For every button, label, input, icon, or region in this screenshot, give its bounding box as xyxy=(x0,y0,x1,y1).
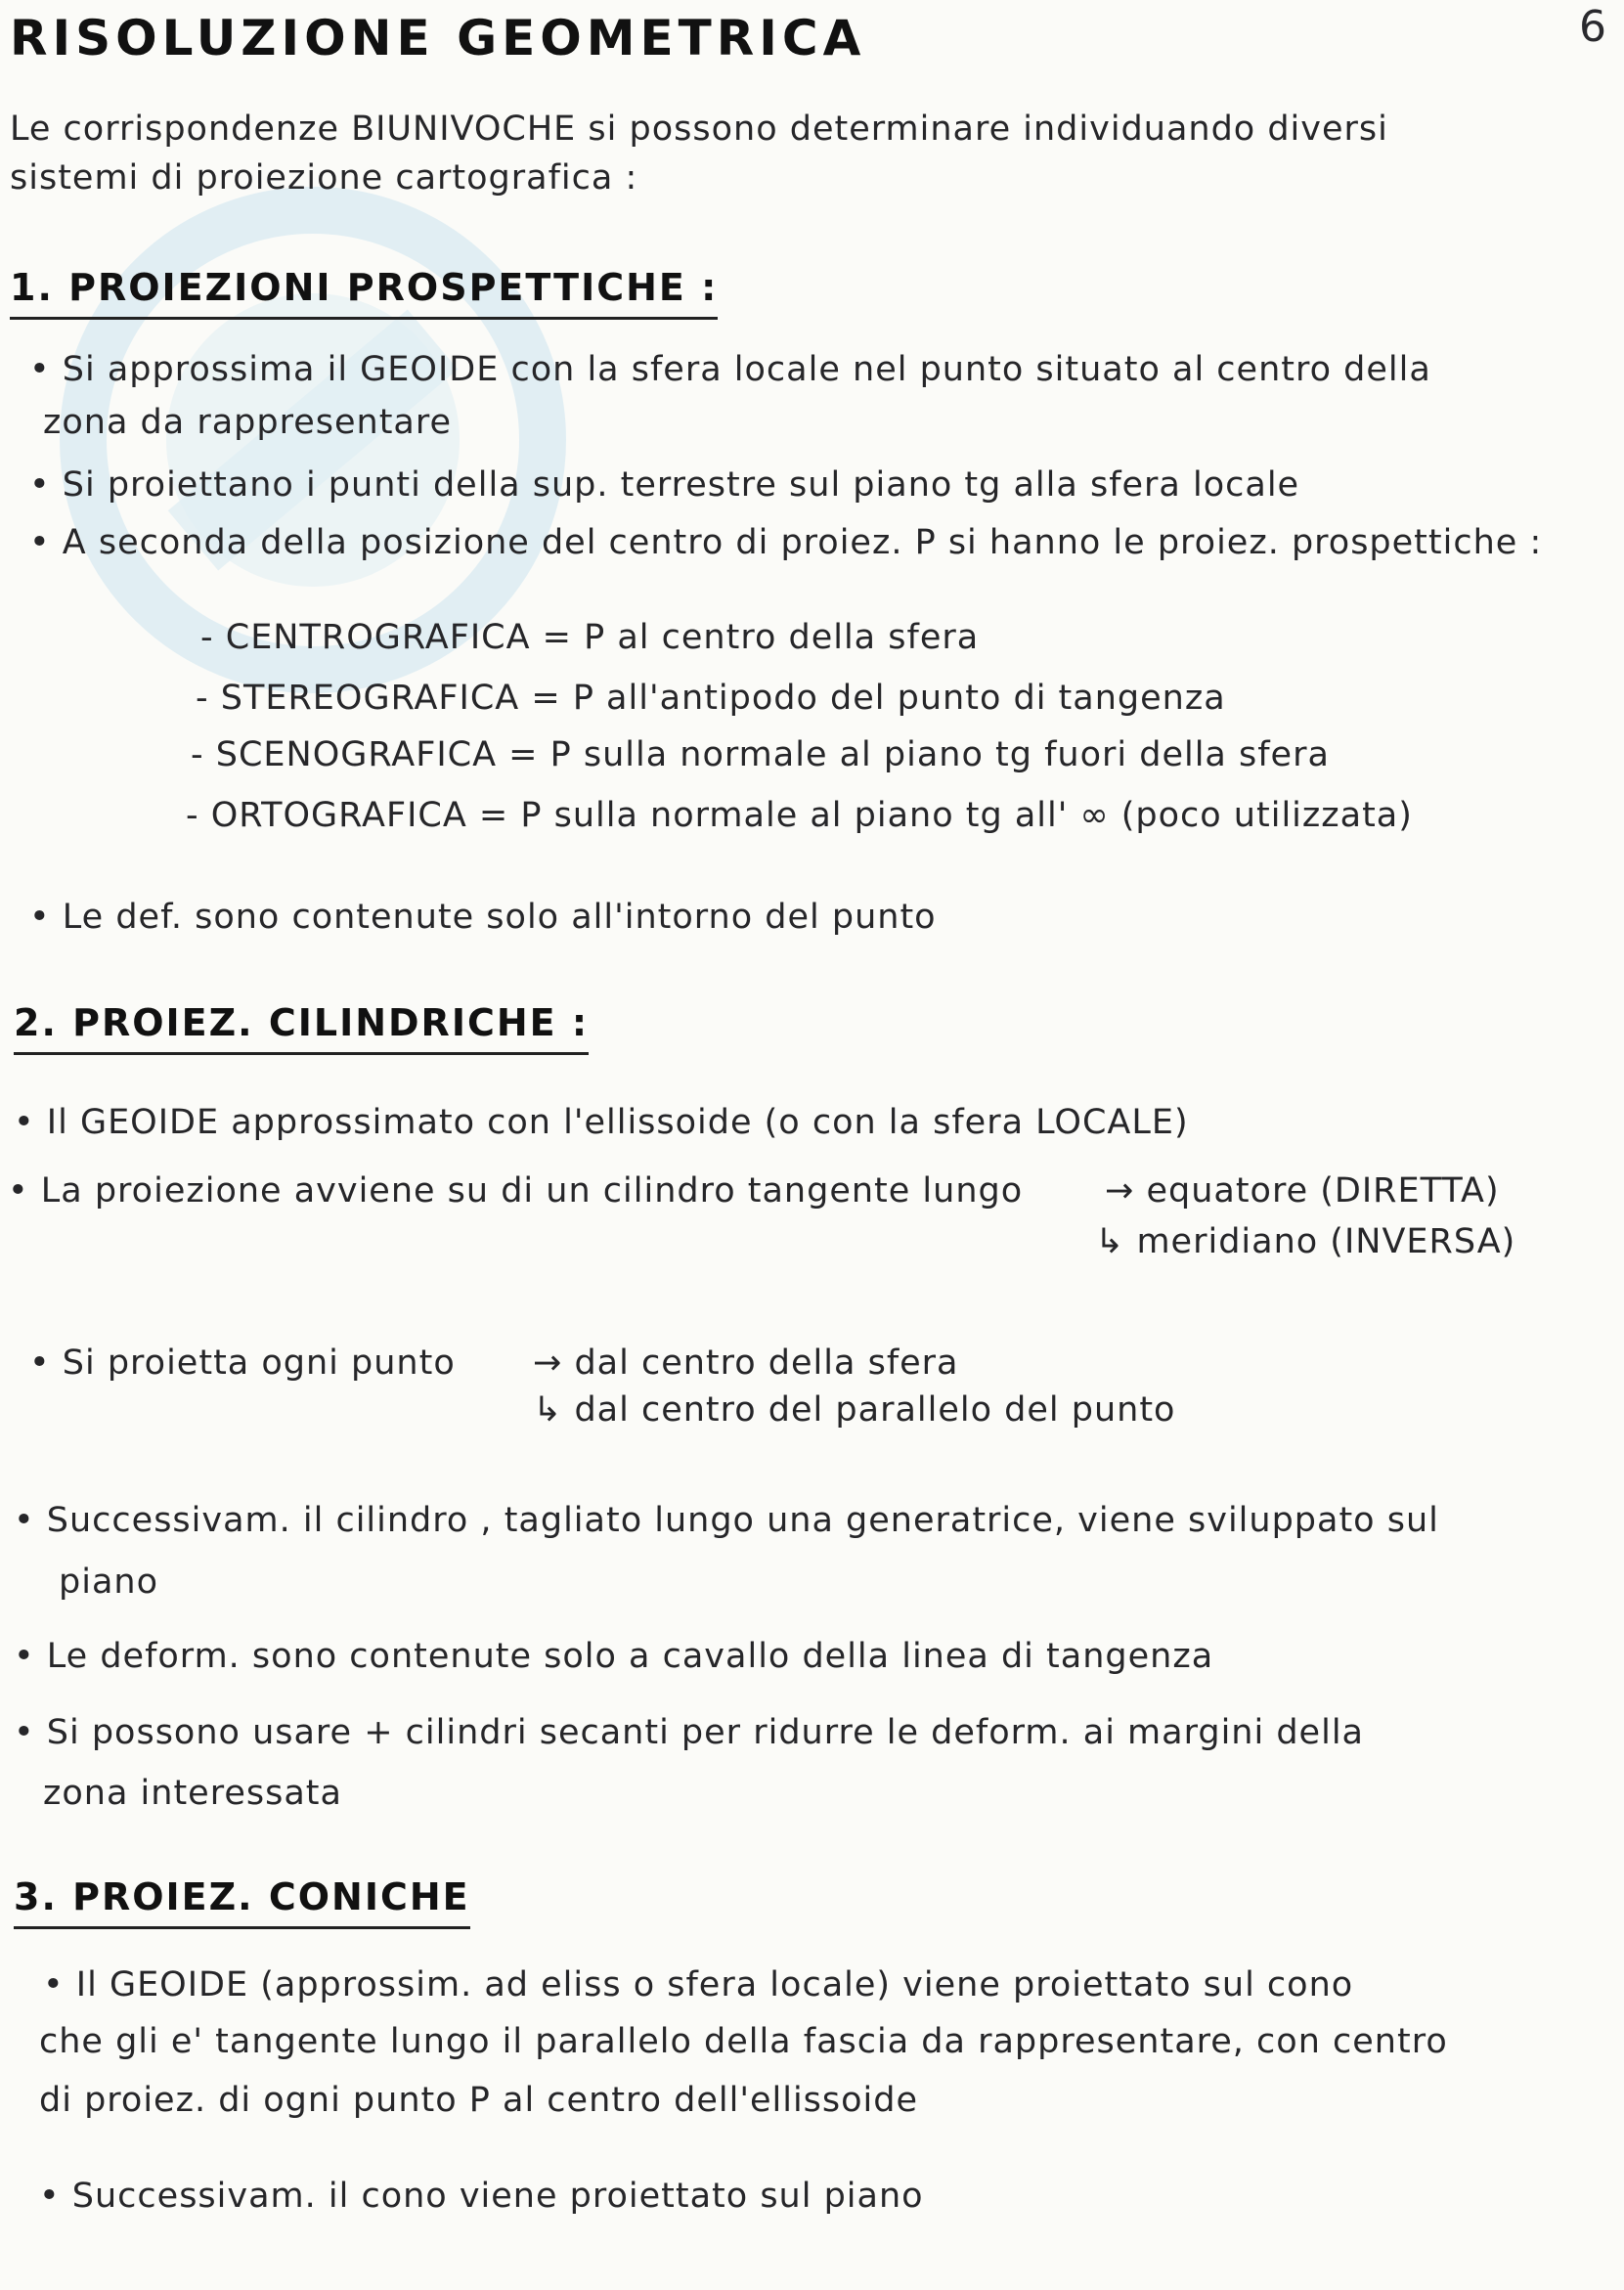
sec2-arrow-direct: → equatore (DIRETTA) xyxy=(1105,1171,1500,1211)
page-title: RISOLUZIONE GEOMETRICA xyxy=(10,10,866,66)
sec2-bullet-4-cont: piano xyxy=(59,1563,158,1602)
sec2-arrow-sphere: → dal centro della sfera xyxy=(533,1343,959,1383)
sec3-bullet-1-cont-2: di proiez. di ogni punto P al centro dell'ellissoide xyxy=(39,2081,919,2120)
section-1-heading: 1. PROIEZIONI PROSPETTICHE : xyxy=(10,266,718,309)
sec2-bullet-4: • Successivam. il cilindro , tagliato lungo una generatrice, viene sviluppato sul xyxy=(14,1501,1439,1540)
sec2-bullet-2: • La proiezione avviene su di un cilindro tangente lungo xyxy=(8,1171,1024,1211)
intro-line-1: Le corrispondenze BIUNIVOCHE si possono determinare individuando diversi xyxy=(10,110,1388,149)
intro-line-2: sistemi di proiezione cartografica : xyxy=(10,158,638,198)
sec2-bullet-6: • Si possono usare + cilindri secanti per ridurre le deform. ai margini della xyxy=(14,1713,1364,1752)
sec1-bullet-1: • Si approssima il GEOIDE con la sfera locale nel punto situato al centro della xyxy=(29,350,1431,389)
sec3-bullet-1-cont: che gli e' tangente lungo il parallelo della fascia da rappresentare, con centro xyxy=(39,2022,1448,2061)
projection-type-1: - CENTROGRAFICA = P al centro della sfera xyxy=(200,618,980,657)
sec3-bullet-1: • Il GEOIDE (approssim. ad eliss o sfera locale) viene proiettato sul cono xyxy=(43,1965,1354,2004)
sec1-bullet-1-cont: zona da rappresentare xyxy=(43,403,453,442)
section-3-heading: 3. PROIEZ. CONICHE xyxy=(14,1875,470,1918)
sec2-bullet-3: • Si proietta ogni punto xyxy=(29,1343,456,1383)
sec3-bullet-2: • Successivam. il cono viene proiettato sul piano xyxy=(39,2177,924,2216)
sec2-bullet-6-cont: zona interessata xyxy=(43,1774,342,1813)
sec2-bullet-1: • Il GEOIDE approssimato con l'ellissoide (o con la sfera LOCALE) xyxy=(14,1103,1189,1142)
projection-type-2: - STEREOGRAFICA = P all'antipodo del punto di tangenza xyxy=(196,679,1226,718)
sec2-arrow-parallel: ↳ dal centro del parallelo del punto xyxy=(533,1390,1176,1430)
sec2-bullet-5: • Le deform. sono contenute solo a cavallo della linea di tangenza xyxy=(14,1637,1214,1676)
section-2-heading: 2. PROIEZ. CILINDRICHE : xyxy=(14,1001,589,1044)
sec2-arrow-inverse: ↳ meridiano (INVERSA) xyxy=(1095,1222,1516,1261)
page-number: 6 xyxy=(1579,2,1606,52)
sec1-bullet-4: • Le def. sono contenute solo all'intorno del punto xyxy=(29,898,937,937)
projection-type-3: - SCENOGRAFICA = P sulla normale al piano tg fuori della sfera xyxy=(191,735,1330,774)
sec1-bullet-2: • Si proiettano i punti della sup. terrestre sul piano tg alla sfera locale xyxy=(29,465,1300,505)
sec1-bullet-3: • A seconda della posizione del centro di proiez. P si hanno le proiez. prospettiche : xyxy=(29,523,1543,562)
projection-type-4: - ORTOGRAFICA = P sulla normale al piano tg all' ∞ (poco utilizzata) xyxy=(186,796,1413,835)
